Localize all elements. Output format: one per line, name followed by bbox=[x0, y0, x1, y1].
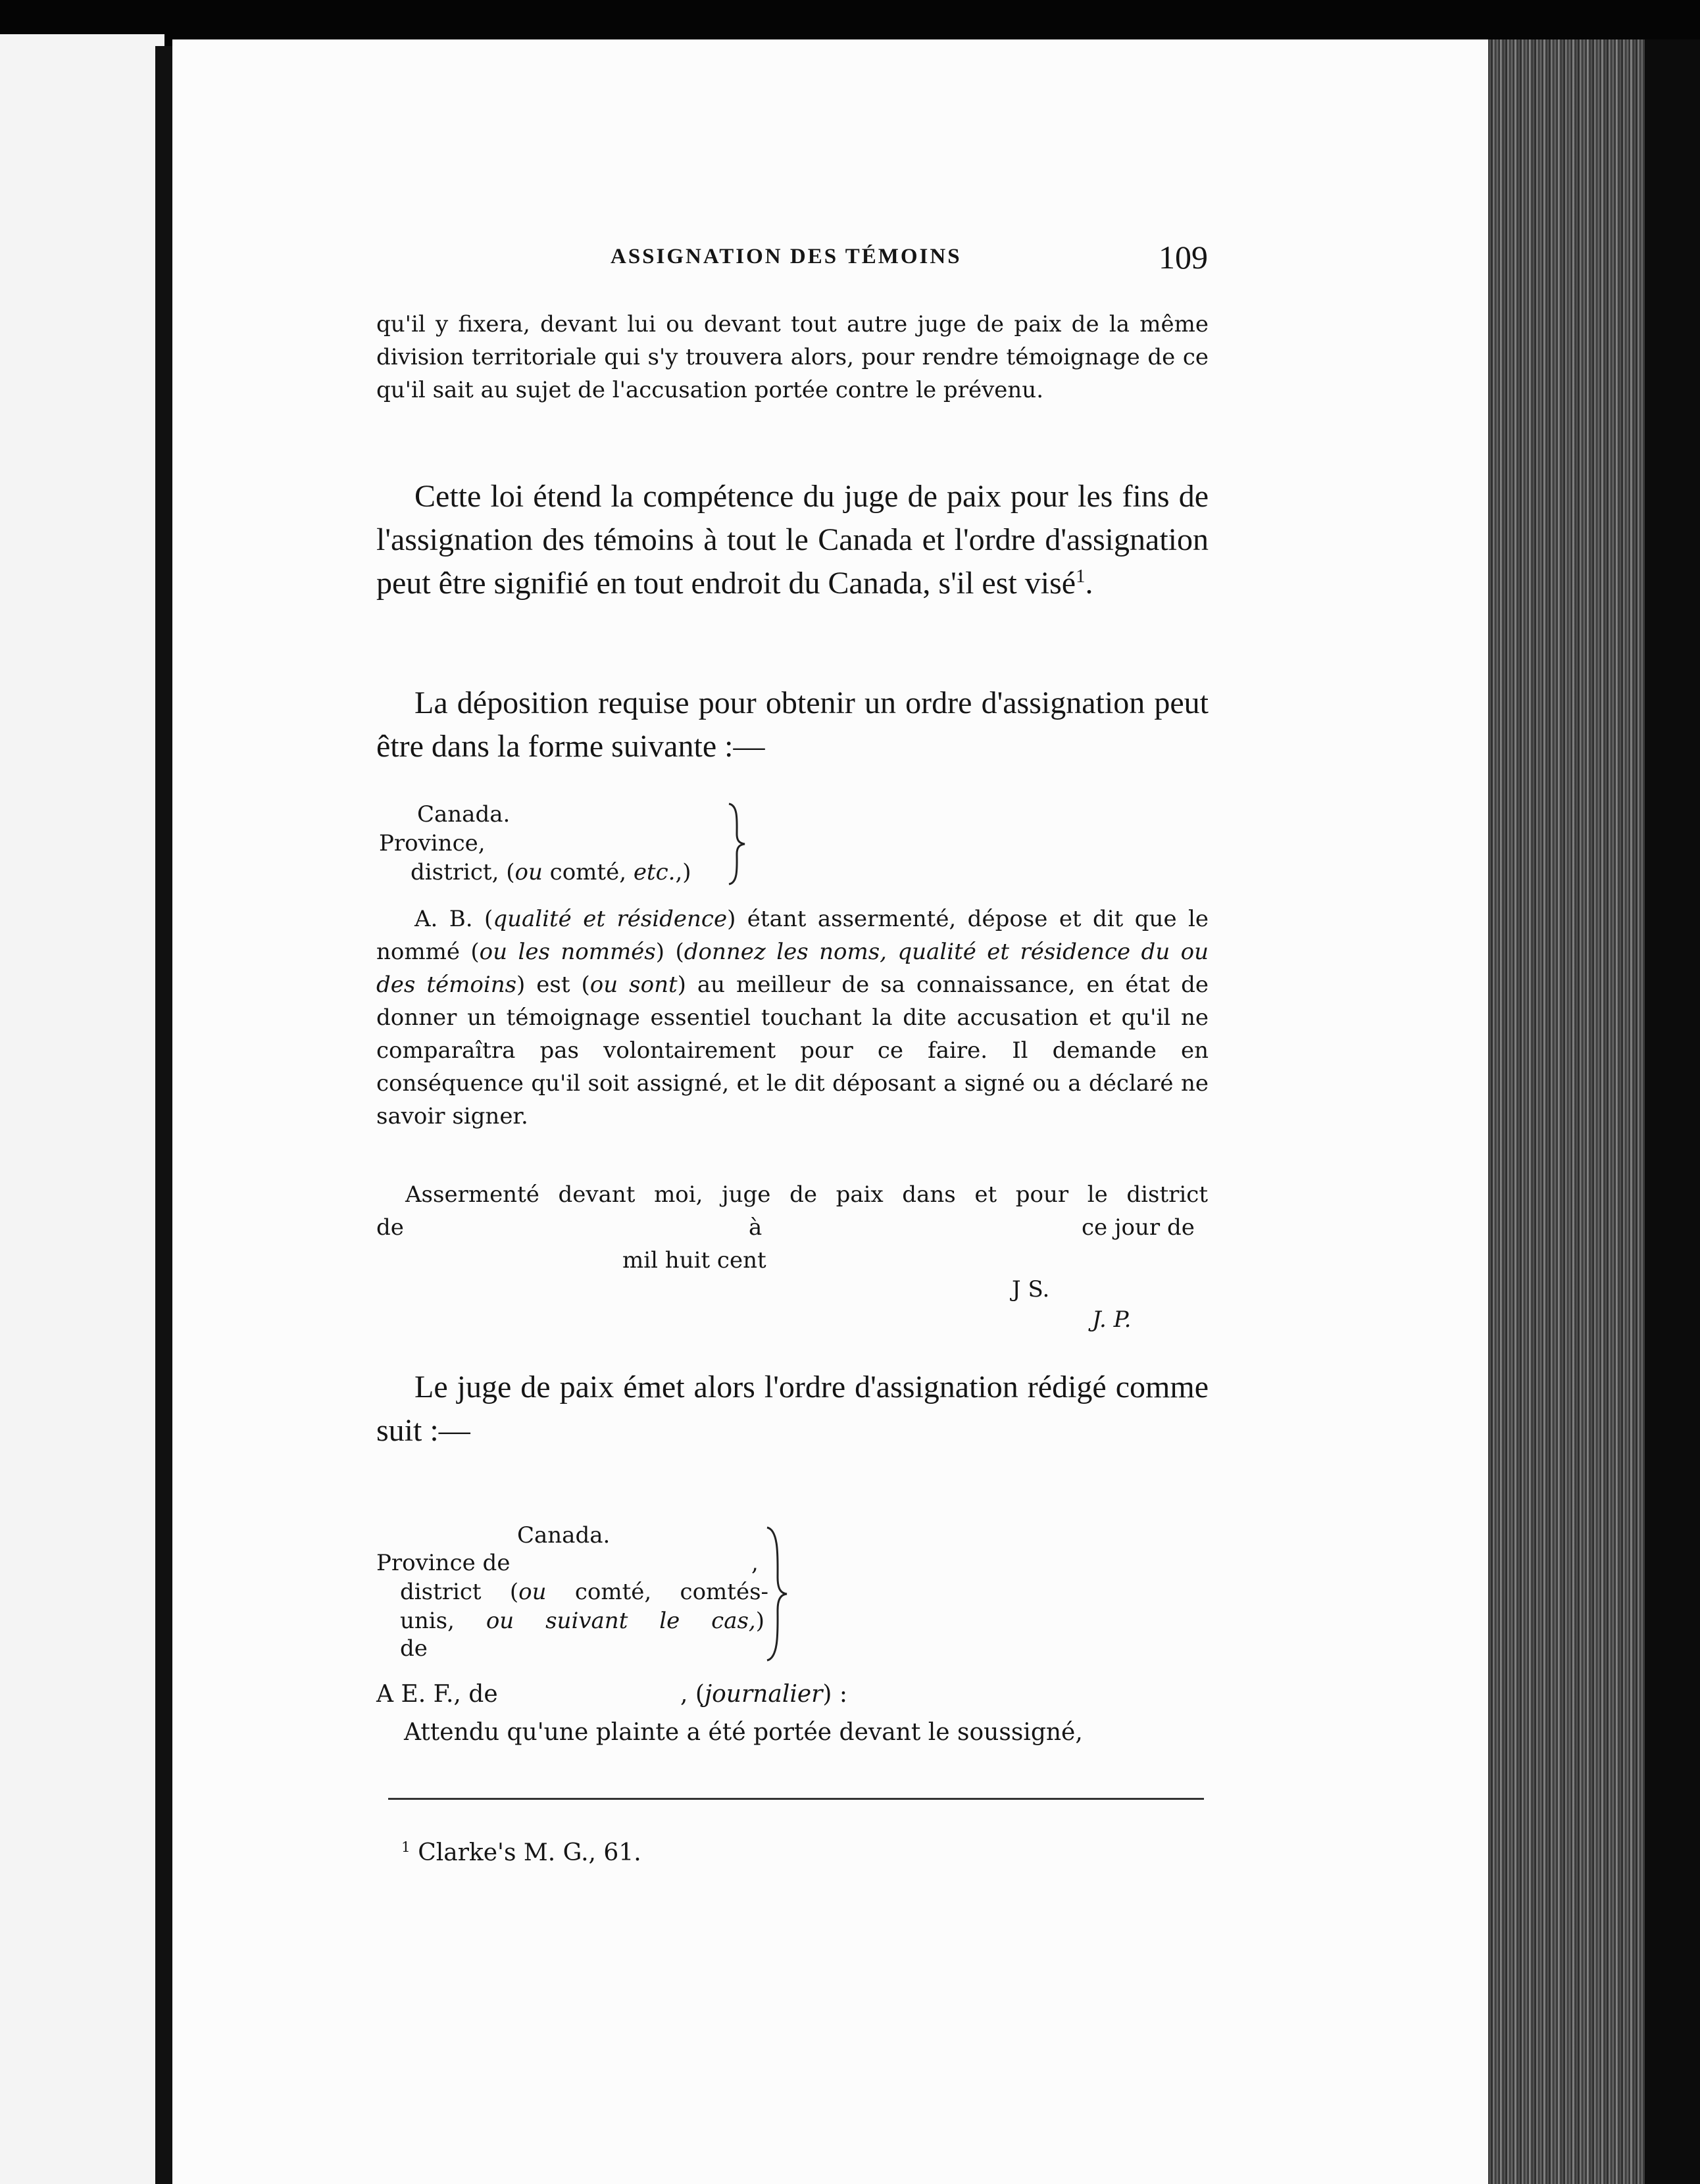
paragraph-text: Cette loi étend la compétence du juge de paix pour les fins de l'assignation des témoins à tout le Canada et l'ordre d'assignation peut être signifié en tout endroit du Canada, s'il est visé bbox=[376, 479, 1209, 601]
curly-brace-icon bbox=[763, 1525, 792, 1663]
running-header: ASSIGNATION DES TÉMOINS bbox=[611, 245, 962, 268]
venue-country: Canada. bbox=[517, 1522, 611, 1549]
venue-province: Province, bbox=[379, 830, 486, 856]
footnote-reference: 1 bbox=[1076, 566, 1086, 587]
paragraph-deposition-intro: La déposition requise pour obtenir un ordre d'assignation peut être dans la forme suivante :— bbox=[376, 685, 1209, 764]
signature-title: J. P. bbox=[1092, 1306, 1132, 1333]
footnote-divider bbox=[388, 1798, 1204, 1800]
page-number: 109 bbox=[1159, 239, 1208, 276]
sworn-de: de bbox=[376, 1214, 404, 1241]
footnote-mark: 1 bbox=[401, 1839, 411, 1856]
venue-district: district, (ou comté, etc.,) bbox=[411, 859, 691, 885]
paragraph-summons-intro: Le juge de paix émet alors l'ordre d'assignation rédigé comme suit :— bbox=[376, 1370, 1209, 1448]
footnote bbox=[401, 1839, 641, 1866]
summons-opening: Attendu qu'une plainte a été portée devant le soussigné, bbox=[404, 1719, 1083, 1746]
venue-country: Canada. bbox=[417, 801, 511, 828]
venue-district: district (ou comté, comtés- bbox=[400, 1579, 768, 1605]
deposition-text: A. B. (qualité et résidence) étant assermenté, dépose et dit que le nommé (ou les nommés) (donnez les noms, qualité et résidence du ou des témoins) est (ou sont) au meilleur de sa connaissance, en état de donner un témoignage essentiel touchant la dite accusation et qu'il ne comparaîtra pas volontairement pour ce faire. Il demande en conséquence qu'il soit assigné, et le dit déposant a signé ou a déclaré ne savoir signer. bbox=[376, 906, 1209, 1129]
paragraph-end: . bbox=[1085, 566, 1093, 601]
sworn-year: mil huit cent bbox=[622, 1247, 766, 1274]
curly-brace-icon bbox=[724, 801, 750, 887]
footnote-text: Clarke's M. G., 61. bbox=[418, 1839, 641, 1866]
continuation-paragraph: qu'il y fixera, devant lui ou devant tout autre juge de paix de la même division territoriale qui s'y trouvera alors, pour rendre témoignage de ce qu'il sait au sujet de l'accusation portée contre le prévenu. bbox=[376, 311, 1209, 403]
venue-province: Province de bbox=[376, 1550, 511, 1576]
addressee-name: A E. F., de bbox=[376, 1681, 498, 1708]
venue-province-comma: , bbox=[751, 1550, 759, 1576]
facing-page bbox=[0, 34, 164, 2184]
addressee-occupation: , (journalier) : bbox=[680, 1681, 847, 1708]
sworn-jour: ce jour de bbox=[1082, 1214, 1195, 1241]
venue-case: unis, ou suivant le cas,) bbox=[400, 1608, 764, 1634]
scan-border bbox=[1645, 39, 1700, 2184]
venue-de: de bbox=[400, 1635, 428, 1662]
paragraph-competence bbox=[376, 475, 1209, 605]
sworn-a: à bbox=[749, 1214, 762, 1241]
signature-initials: J S. bbox=[1012, 1276, 1050, 1303]
sworn-line: Assermenté devant moi, juge de paix dans et pour le district bbox=[405, 1181, 1208, 1208]
